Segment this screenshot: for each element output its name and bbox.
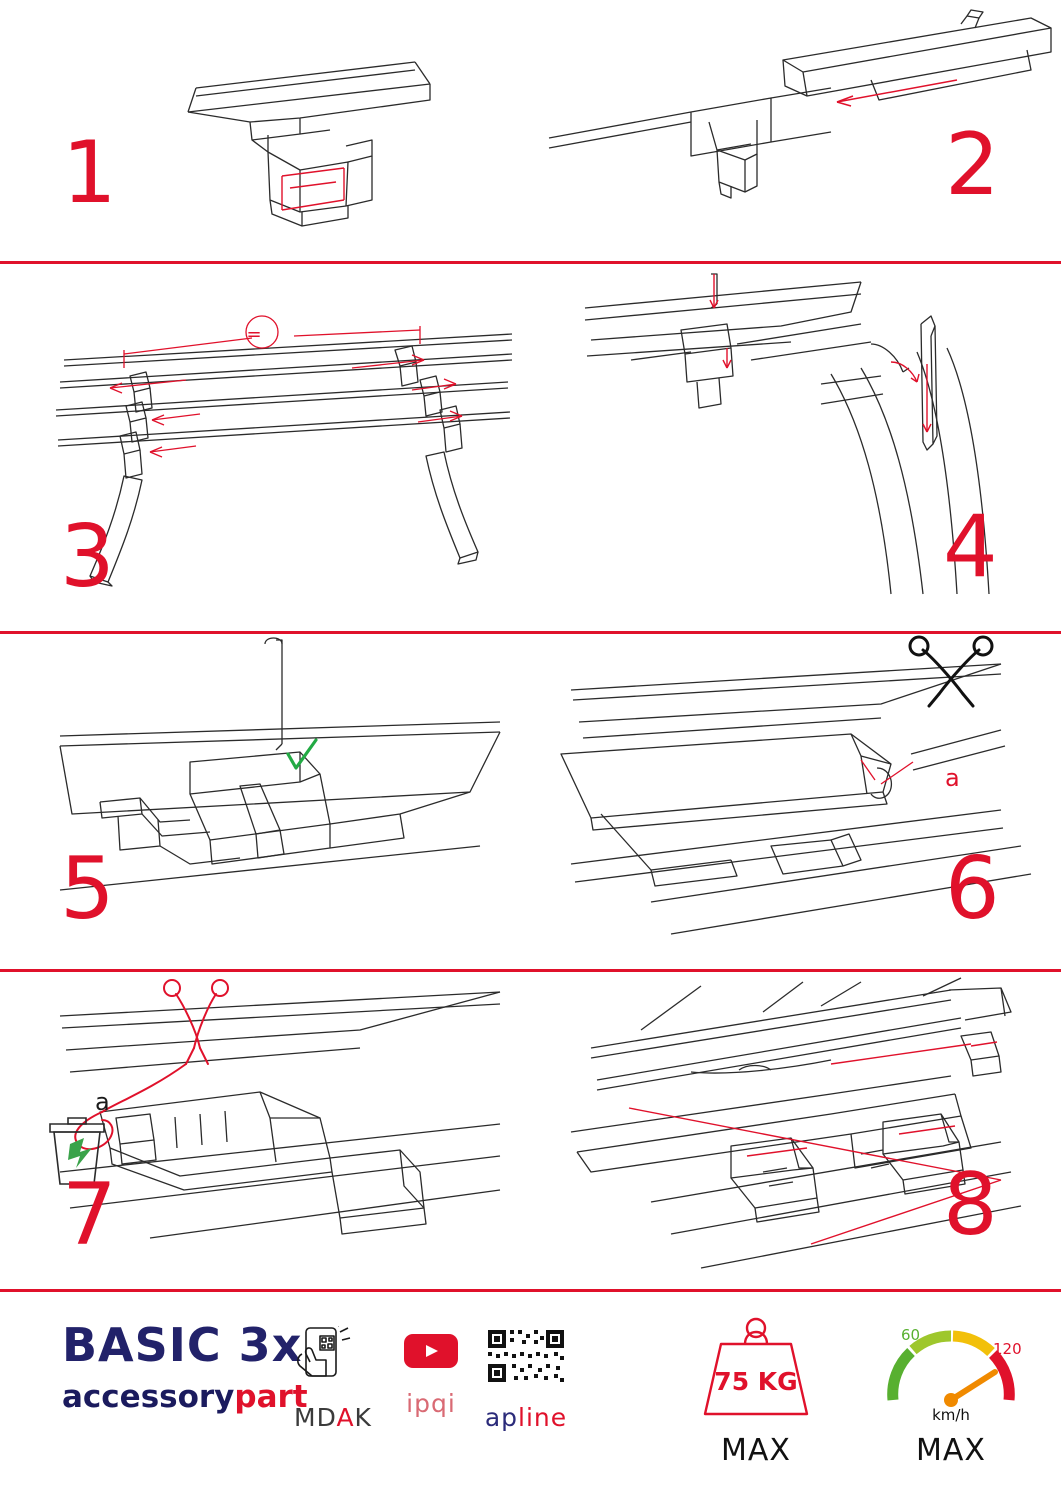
svg-text:a: a	[945, 764, 960, 792]
step-panel-2	[531, 0, 1061, 261]
mdak-label-first: MD	[294, 1403, 337, 1432]
apline-label-accent: line	[518, 1403, 568, 1432]
logo-apline	[482, 1326, 570, 1432]
qr-hand-icon	[292, 1326, 374, 1388]
step-row-1	[0, 0, 1061, 261]
company-name	[62, 1379, 308, 1415]
product-name: BASIC 3x	[62, 1318, 303, 1372]
qr-code-icon	[482, 1326, 570, 1388]
mdak-label-last: K	[354, 1403, 372, 1432]
max-weight-caption: MAX	[721, 1433, 791, 1468]
step-number-6: 6	[945, 839, 999, 939]
step-number-3: 3	[60, 507, 114, 607]
company-name-second: part	[234, 1379, 308, 1415]
step-panel-4	[531, 264, 1061, 631]
mdak-label-accent: A	[336, 1403, 355, 1432]
max-speed-block	[866, 1314, 1036, 1468]
step-number-4: 4	[943, 497, 997, 597]
step-row-3	[0, 634, 1061, 969]
gauge-max: 120	[993, 1340, 1022, 1358]
logo-mdak-label	[292, 1403, 374, 1432]
footer	[0, 1292, 1061, 1500]
step-panel-8	[531, 972, 1061, 1289]
step-row-2	[0, 264, 1061, 631]
step-number-8: 8	[943, 1155, 997, 1255]
svg-text:=: =	[246, 324, 262, 345]
step-panel-6	[531, 634, 1061, 969]
max-weight-block	[676, 1314, 836, 1468]
logo-ipqi[interactable]	[400, 1326, 462, 1418]
step-row-4	[0, 972, 1061, 1289]
logo-ipqi-label: ipqi	[406, 1389, 456, 1418]
step-number-7: 7	[62, 1165, 116, 1265]
logo-mdak	[292, 1326, 374, 1432]
step-panel-7	[0, 972, 530, 1289]
step-number-1: 1	[62, 123, 116, 223]
weight-icon	[681, 1314, 831, 1424]
step-panel-3	[0, 264, 530, 631]
company-name-first: accessory	[62, 1379, 235, 1415]
speed-unit: km/h	[932, 1406, 970, 1424]
youtube-icon[interactable]	[400, 1326, 462, 1374]
logo-apline-label	[482, 1403, 570, 1432]
apline-label-first: ap	[484, 1403, 519, 1432]
brand-block	[62, 1318, 308, 1415]
speedometer-icon	[871, 1314, 1031, 1424]
gauge-min: 60	[901, 1326, 921, 1344]
weight-value: 75 KG	[714, 1367, 798, 1396]
step-panel-1	[0, 0, 530, 261]
step-number-5: 5	[60, 839, 114, 939]
svg-text:a: a	[95, 1088, 110, 1116]
max-speed-caption: MAX	[916, 1433, 986, 1468]
step-number-2: 2	[945, 115, 999, 215]
step-panel-5	[0, 634, 530, 969]
